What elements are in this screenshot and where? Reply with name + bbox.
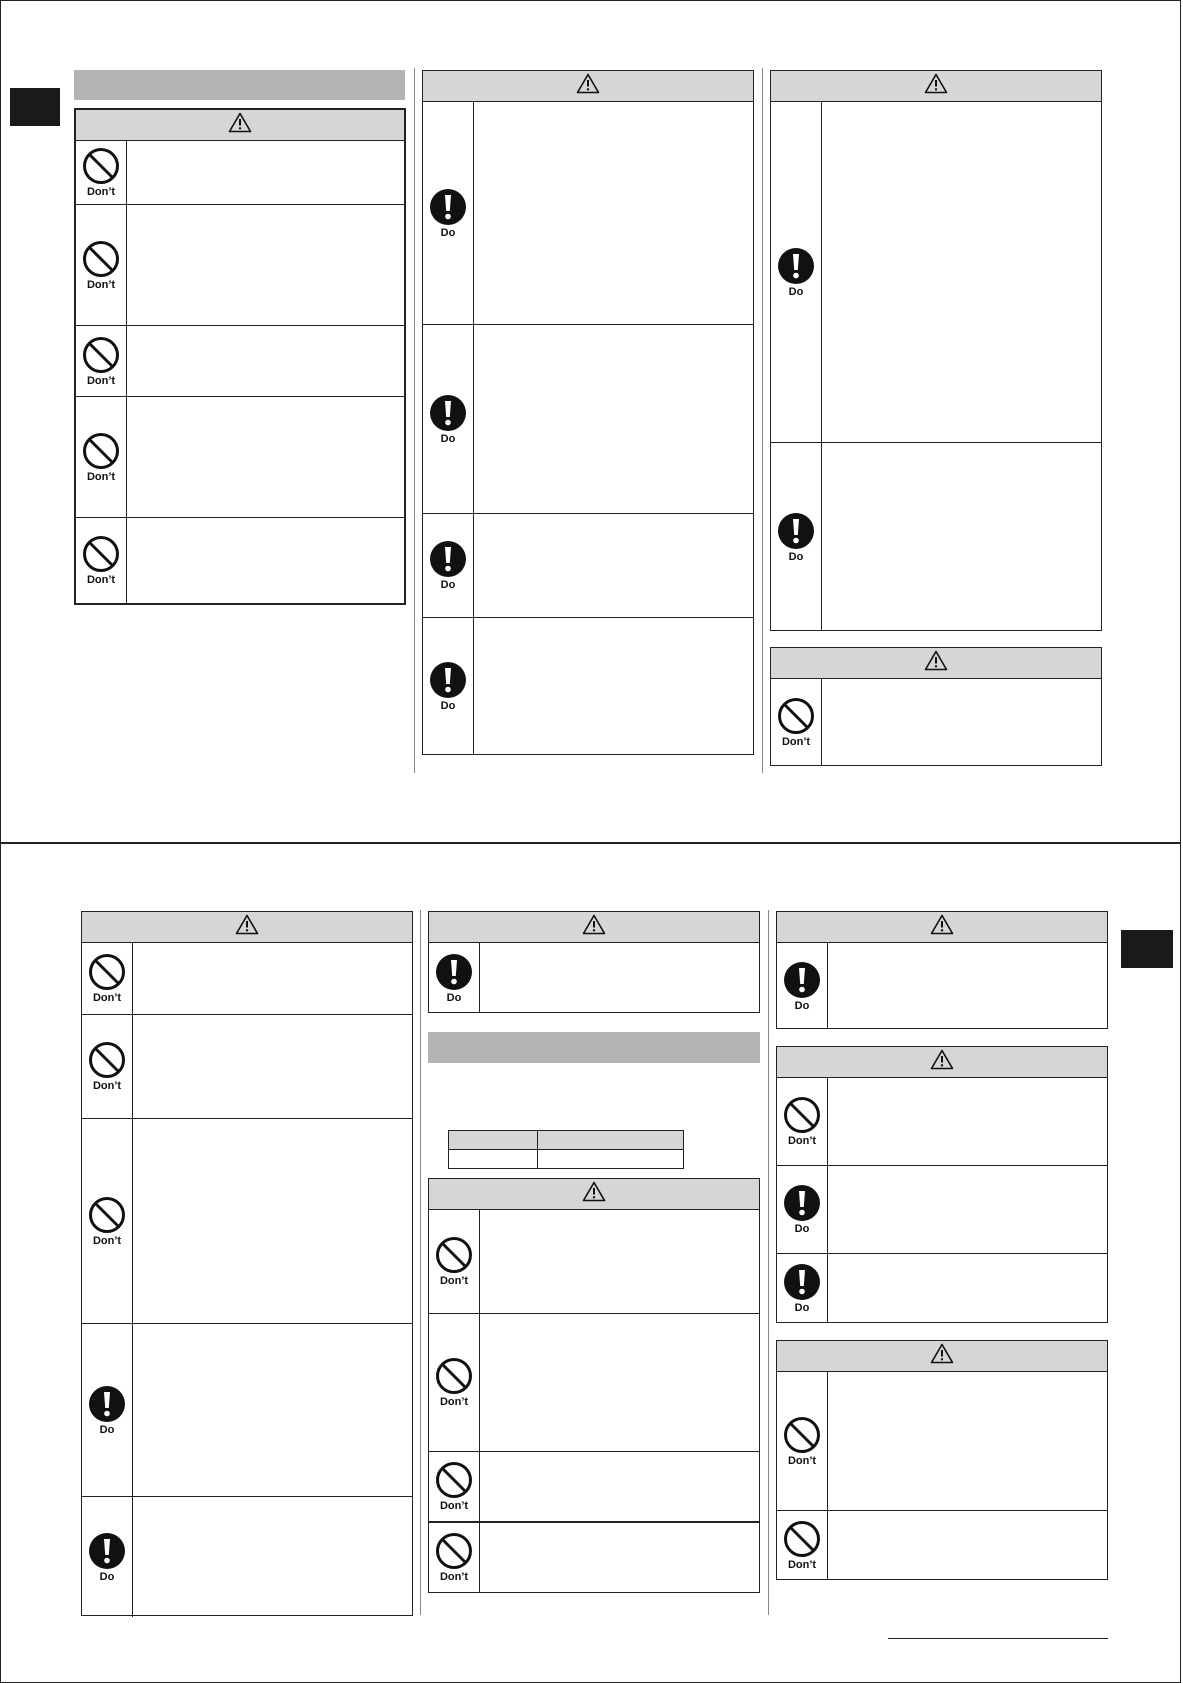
- panel-header: [777, 1341, 1107, 1372]
- prohibition-icon: [82, 1119, 133, 1323]
- precaution-text: [127, 397, 404, 517]
- prohibition-icon: [777, 1372, 828, 1510]
- warning-triangle-icon: [576, 73, 600, 99]
- mandatory-action-icon: [423, 325, 474, 513]
- mandatory-action-icon: [777, 1166, 828, 1253]
- mandatory-label: Do: [99, 1570, 115, 1583]
- precaution-row: [429, 1523, 759, 1592]
- mandatory-label: Do: [788, 285, 804, 298]
- precaution-text: [480, 1210, 759, 1313]
- mandatory-label: Do: [794, 1223, 810, 1235]
- prohibition-label: Don’t: [92, 992, 122, 1004]
- precaution-text: [133, 1119, 412, 1323]
- prohibition-icon: [82, 1015, 133, 1118]
- warning-triangle-icon: [924, 650, 948, 676]
- prohibition-icon: [429, 1523, 480, 1592]
- caution-panel: [776, 1340, 1108, 1580]
- mandatory-label: Do: [440, 226, 456, 239]
- precaution-text: [474, 618, 753, 755]
- precaution-text: [480, 943, 759, 1013]
- precaution-row: [777, 943, 1107, 1029]
- precaution-row: [76, 205, 404, 326]
- precaution-text: [828, 1078, 1107, 1165]
- table-cell: [449, 1150, 538, 1169]
- prohibition-label: Don’t: [86, 574, 116, 586]
- mandatory-action-icon: [429, 943, 480, 1013]
- mandatory-label: Do: [788, 550, 804, 563]
- mandatory-action-icon: [771, 443, 822, 631]
- mandatory-label: Do: [99, 1423, 115, 1436]
- precaution-text: [828, 1372, 1107, 1510]
- precaution-text: [828, 1166, 1107, 1253]
- precaution-text: [822, 102, 1101, 442]
- prohibition-label: Don’t: [439, 1396, 469, 1408]
- mandatory-action-icon: [423, 514, 474, 617]
- prohibition-label: Don’t: [86, 278, 116, 291]
- panel-header: [429, 912, 759, 943]
- column-divider: [768, 910, 769, 1615]
- warning-triangle-icon: [228, 112, 252, 138]
- warning-triangle-icon: [924, 73, 948, 99]
- prohibition-label: Don’t: [439, 1500, 469, 1512]
- column-divider: [414, 68, 415, 773]
- precaution-row: [82, 1324, 412, 1497]
- mandatory-label: Do: [794, 1302, 810, 1314]
- prohibition-icon: [777, 1511, 828, 1579]
- warning-panel: [428, 911, 760, 1013]
- precaution-row: [423, 102, 753, 325]
- precaution-text: [828, 1511, 1107, 1579]
- precaution-row: [82, 1015, 412, 1119]
- prohibition-icon: [76, 397, 127, 517]
- precaution-row: [423, 618, 753, 755]
- precaution-row: [777, 1511, 1107, 1579]
- mandatory-action-icon: [771, 102, 822, 442]
- prohibition-label: Don’t: [781, 736, 811, 748]
- prohibition-icon: [429, 1452, 480, 1521]
- precaution-text: [127, 205, 404, 325]
- mandatory-label: Do: [794, 999, 810, 1012]
- caution-panel: [770, 647, 1102, 766]
- mandatory-label: Do: [440, 432, 456, 445]
- precaution-row: [76, 397, 404, 518]
- precaution-text: [480, 1523, 759, 1592]
- warning-triangle-icon: [582, 914, 606, 940]
- panel-header: [82, 912, 412, 943]
- precaution-row: [429, 1210, 759, 1314]
- precaution-row: [777, 1372, 1107, 1511]
- precaution-row: [777, 1078, 1107, 1166]
- warning-panel: [770, 70, 1102, 631]
- column-divider: [762, 68, 763, 773]
- warning-triangle-icon: [930, 1343, 954, 1369]
- warning-triangle-icon: [930, 914, 954, 940]
- precaution-text: [474, 102, 753, 324]
- precaution-text: [127, 518, 404, 603]
- prohibition-label: Don’t: [439, 1275, 469, 1287]
- prohibition-icon: [777, 1078, 828, 1165]
- prohibition-label: Don’t: [86, 186, 116, 198]
- caution-panel: [776, 1046, 1108, 1323]
- section-title-bar: [74, 70, 405, 100]
- panel-header: [423, 71, 753, 102]
- prohibition-label: Don’t: [787, 1558, 817, 1571]
- precaution-row: [423, 514, 753, 618]
- precaution-row: [76, 141, 404, 205]
- warning-panel: [81, 911, 413, 1616]
- precaution-text: [480, 1314, 759, 1451]
- precaution-text: [133, 1015, 412, 1118]
- precaution-row: [771, 679, 1101, 766]
- precaution-row: [429, 943, 759, 1013]
- warning-triangle-icon: [235, 914, 259, 940]
- chapter-tab: [1121, 930, 1173, 968]
- panel-header: [771, 648, 1101, 679]
- precaution-text: [127, 326, 404, 396]
- prohibition-label: Don’t: [787, 1454, 817, 1467]
- mandatory-label: Do: [446, 991, 462, 1004]
- precaution-text: [133, 943, 412, 1014]
- precaution-text: [474, 325, 753, 513]
- warning-panel: [422, 70, 754, 755]
- precaution-row: [771, 443, 1101, 631]
- precaution-row: [82, 1497, 412, 1617]
- prohibition-label: Don’t: [86, 470, 116, 483]
- precaution-text: [822, 679, 1101, 766]
- warning-panel: [74, 108, 406, 605]
- prohibition-label: Don’t: [86, 374, 116, 387]
- mandatory-action-icon: [82, 1324, 133, 1496]
- warning-panel: [776, 911, 1108, 1029]
- precaution-text: [474, 514, 753, 617]
- precaution-row: [423, 325, 753, 514]
- panel-header: [771, 71, 1101, 102]
- prohibition-label: Don’t: [787, 1135, 817, 1147]
- precaution-row: [777, 1254, 1107, 1323]
- chapter-tab: [10, 88, 60, 126]
- precaution-row: [76, 518, 404, 603]
- precaution-row: [771, 102, 1101, 443]
- prohibition-icon: [82, 943, 133, 1014]
- prohibition-icon: [429, 1210, 480, 1313]
- prohibition-icon: [76, 205, 127, 325]
- prohibition-icon: [76, 326, 127, 396]
- mandatory-label: Do: [440, 579, 456, 591]
- prohibition-icon: [76, 141, 127, 204]
- section-title-bar: [428, 1032, 760, 1063]
- mandatory-action-icon: [82, 1497, 133, 1617]
- precaution-text: [822, 443, 1101, 631]
- mandatory-label: Do: [440, 700, 456, 712]
- precaution-row: [82, 1119, 412, 1324]
- panel-header: [777, 912, 1107, 943]
- mandatory-action-icon: [423, 618, 474, 755]
- table-header-cell: [449, 1131, 538, 1150]
- warning-triangle-icon: [582, 1181, 606, 1207]
- prohibition-icon: [429, 1314, 480, 1451]
- prohibition-label: Don’t: [439, 1571, 469, 1583]
- table-cell: [538, 1150, 684, 1169]
- precaution-row: [82, 943, 412, 1015]
- precaution-text: [133, 1497, 412, 1617]
- table-header-cell: [538, 1131, 684, 1150]
- precaution-text: [480, 1452, 759, 1521]
- precaution-row: [76, 326, 404, 397]
- prohibition-icon: [771, 679, 822, 766]
- precaution-text: [133, 1324, 412, 1496]
- warning-triangle-icon: [930, 1049, 954, 1075]
- mandatory-action-icon: [423, 102, 474, 324]
- prohibition-icon: [76, 518, 127, 603]
- precaution-text: [127, 141, 404, 204]
- prohibition-label: Don’t: [92, 1234, 122, 1247]
- precaution-text: [828, 943, 1107, 1029]
- spec-table: [448, 1130, 684, 1169]
- mandatory-action-icon: [777, 943, 828, 1029]
- precaution-row: [429, 1452, 759, 1523]
- prohibition-label: Don’t: [92, 1080, 122, 1092]
- precaution-row: [429, 1314, 759, 1452]
- panel-header: [777, 1047, 1107, 1078]
- panel-header: [76, 110, 404, 141]
- warning-panel: [428, 1178, 760, 1593]
- column-divider: [420, 910, 421, 1615]
- precaution-text: [828, 1254, 1107, 1323]
- footer-rule: [888, 1638, 1108, 1639]
- precaution-row: [777, 1166, 1107, 1254]
- mandatory-action-icon: [777, 1254, 828, 1323]
- panel-header: [429, 1179, 759, 1210]
